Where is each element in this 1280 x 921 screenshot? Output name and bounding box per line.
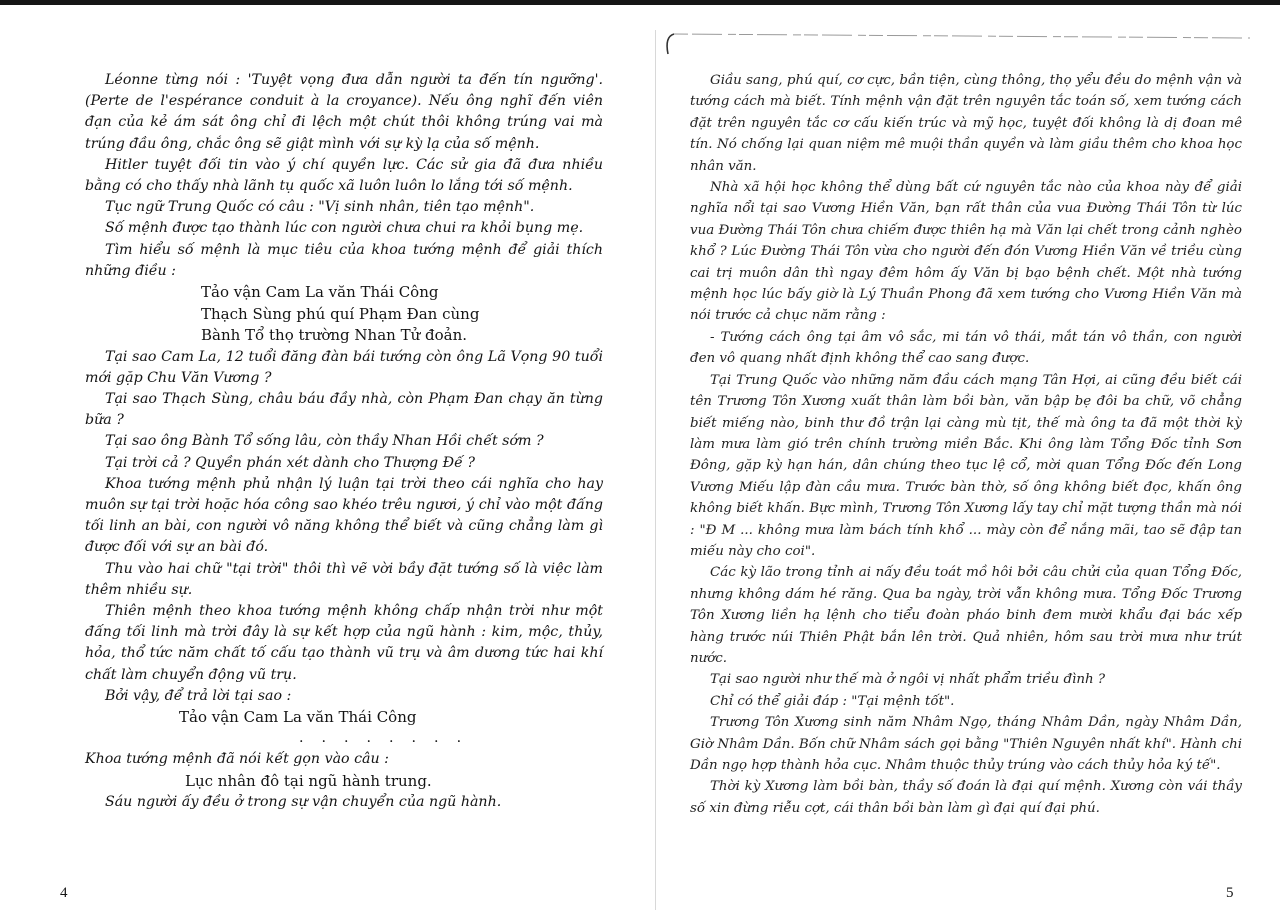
paragraph: Hitler tuyệt đối tin vào ý chí quyền lực. Các sử gia đã đưa nhiều bằng có cho thấy nhà lãnh tụ quốc xã luôn luôn lo lắng tới số mệnh. bbox=[85, 156, 603, 195]
verse-line: Lục nhân đô tại ngũ hành trung. bbox=[185, 771, 432, 790]
verse-line: Thạch Sùng phú quí Phạm Đan cùng bbox=[201, 304, 480, 323]
page-fold bbox=[655, 30, 656, 910]
paragraph: Thu vào hai chữ "tại trời" thôi thì vẽ vời bầy đặt tướng số là việc làm thêm nhiều sự. bbox=[85, 560, 603, 598]
paragraph: Léonne từng nói : 'Tuyệt vọng đưa dẫn người ta đến tín ngưỡng'. (Perte de l'espérance conduit à la croyance). Nếu ông nghĩ đến viên đạn của kẻ ám sát ông chỉ đi lệch một chút thôi không trúng vai mà trúng đầu ông, chắc ông sẽ giật mình với sự kỳ lạ của số mệnh. bbox=[85, 72, 603, 152]
paragraph: Thiên mệnh theo khoa tướng mệnh không chấp nhận trời như một đấng tối linh mà trời đây là sự kết hợp của ngũ hành : kim, mộc, thủy, hỏa, thổ tức năm chất tố cấu tạo thành vũ trụ và âm dương tức hai khí chất làm chuyển động vũ trụ. bbox=[85, 602, 603, 683]
page-number-left: 4 bbox=[60, 885, 68, 901]
paragraph: Giầu sang, phú quí, cơ cực, bần tiện, cùng thông, thọ yểu đều do mệnh vận và tướng cách mà biết. Tính mệnh vận đặt trên nguyên tắc toán số, xem tướng cách đặt trên nguyên tắc cơ cấu kiến trúc và mỹ học, tuyệt đối không là dị đoan mê tín. Nó chống lại quan niệm mê muội thần quyền và làm giầu thêm cho khoa học nhân văn. bbox=[690, 73, 1242, 174]
paragraph: Tục ngữ Trung Quốc có câu : "Vị sinh nhân, tiên tạo mệnh". bbox=[105, 199, 535, 216]
right-page bbox=[690, 70, 1242, 819]
left-page bbox=[85, 70, 603, 813]
paragraph: Khoa tướng mệnh phủ nhận lý luận tại trời theo cái nghĩa cho hay muôn sự tại trời hoặc hóa công sao khéo trêu ngươi, ý chỉ vào một đấng tối linh an bài, con người vô năng không thể biết và cũng chẳng làm gì được đối với sự an bài đó. bbox=[85, 475, 603, 556]
paragraph: Tại sao người như thế mà ở ngôi vị nhất phẩm triều đình ? bbox=[710, 672, 1106, 688]
paragraph: Chỉ có thể giải đáp : "Tại mệnh tốt". bbox=[710, 693, 955, 709]
scan-corner-mark bbox=[660, 28, 1260, 58]
paragraph: - Tướng cách ông tại âm vô sắc, mi tán vô thái, mắt tán vô thần, con người đen vô quang nhất định không thể cao sang được. bbox=[690, 329, 1242, 367]
ellipsis-dots: ........ bbox=[299, 730, 480, 747]
paragraph: Số mệnh được tạo thành lúc con người chưa chui ra khỏi bụng mẹ. bbox=[105, 220, 584, 237]
paragraph: Tại sao ông Bành Tổ sống lâu, còn thầy Nhan Hồi chết sớm ? bbox=[105, 433, 544, 450]
paragraph: Tại sao Thạch Sùng, châu báu đầy nhà, còn Phạm Đan chạy ăn từng bữa ? bbox=[85, 390, 603, 429]
paragraph: Trương Tôn Xương sinh năm Nhâm Ngọ, tháng Nhâm Dần, ngày Nhâm Dần, Giờ Nhâm Dần. Bốn chữ Nhâm sách gọi bằng "Thiên Nguyên nhất khí". Hành chi Dần ngọ hợp thành hỏa cục. Nhâm thuộc thủy trúng vào cách thủy hỏa ký tế". bbox=[690, 715, 1242, 773]
verse-line: Tảo vận Cam La văn Thái Công bbox=[179, 707, 417, 726]
paragraph: Tìm hiểu số mệnh là mục tiêu của khoa tướng mệnh để giải thích những điều : bbox=[85, 241, 603, 279]
verse-line: Bành Tổ thọ trường Nhan Tử đoản. bbox=[201, 326, 468, 345]
paragraph: Nhà xã hội học không thể dùng bất cứ nguyên tắc nào của khoa này để giải nghĩa nổi tại sao Vương Hiền Văn, bạn rất thân của vua Đường Thái Tôn từ lúc vua Đường Thái Tôn chưa chiếm được thiên hạ mà Văn lại chết trong cảnh nghèo khổ ? Lúc Đường Thái Tôn vừa cho người đến đón Vương Hiền Văn về triều cùng cai trị muôn dân thì ngay đêm hôm ấy Văn bị bạo bệnh chết. Một nhà tướng mệnh học lúc bấy giờ là Lý Thuần Phong đã xem tướng cho Vương Hiền Văn mà nói trước cả chục năm rằng : bbox=[690, 180, 1242, 324]
verse-line: Tảo vận Cam La văn Thái Công bbox=[201, 283, 439, 302]
scan-top-edge bbox=[0, 0, 1280, 5]
paragraph: Thời kỳ Xương làm bồi bàn, thầy số đoán là đại quí mệnh. Xương còn vái thầy số xin đừng riễu cợt, cái thân bồi bàn làm gì đại quí đại phú. bbox=[690, 779, 1242, 816]
paragraph: Tại sao Cam La, 12 tuổi đăng đàn bái tướng còn ông Lã Vọng 90 tuổi mới gặp Chu Văn Vương ? bbox=[85, 348, 603, 386]
paragraph: Sáu người ấy đều ở trong sự vận chuyển của ngũ hành. bbox=[105, 794, 502, 811]
paragraph: Các kỳ lão trong tỉnh ai nấy đều toát mồ hôi bởi câu chửi của quan Tổng Đốc, nhưng không dám hé răng. Qua ba ngày, trời vẫn không mưa. Tổng Đốc Trương Tôn Xương liền hạ lệnh cho tiểu đoàn pháo binh đem mười khẩu đại bác xếp hàng trước núi Thiên Phật bắn lên trời. Quả nhiên, hôm sau trời mưa như trút nước. bbox=[690, 565, 1242, 666]
paragraph: Bởi vậy, để trả lời tại sao : bbox=[105, 687, 292, 704]
paragraph: Tại Trung Quốc vào những năm đầu cách mạng Tân Hợi, ai cũng đều biết cái tên Trương Tôn Xương xuất thân làm bồi bàn, văn bập bẹ đôi ba chữ, võ chẳng biết miếng nào, binh thư đồ trận lại càng mù tịt, thế mà ông ta đã một thời kỳ làm mưa làm gió trên chính trường miền Bắc. Khi ông làm Tổng Đốc tỉnh Sơn Đông, gặp kỳ hạn hán, dân chúng theo tục lệ cổ, mời quan Tổng Đốc đến Long Vương Miếu lập đàn cầu mưa. Trước bàn thờ, số ông không biết đọc, khấn ông không biết khấn. Bực mình, Trương Tôn Xương lấy tay chỉ mặt tượng thần mà nói : "Đ M ... không mưa làm bách tính khổ ... mày còn để nắng mãi, tao sẽ đập tan miếu này cho coi". bbox=[690, 372, 1242, 559]
paragraph: Tại trời cả ? Quyền phán xét dành cho Thượng Đế ? bbox=[105, 454, 475, 471]
page-number-right: 5 bbox=[1226, 885, 1234, 901]
paragraph: Khoa tướng mệnh đã nói kết gọn vào câu : bbox=[85, 751, 389, 768]
verse-block bbox=[85, 282, 603, 347]
